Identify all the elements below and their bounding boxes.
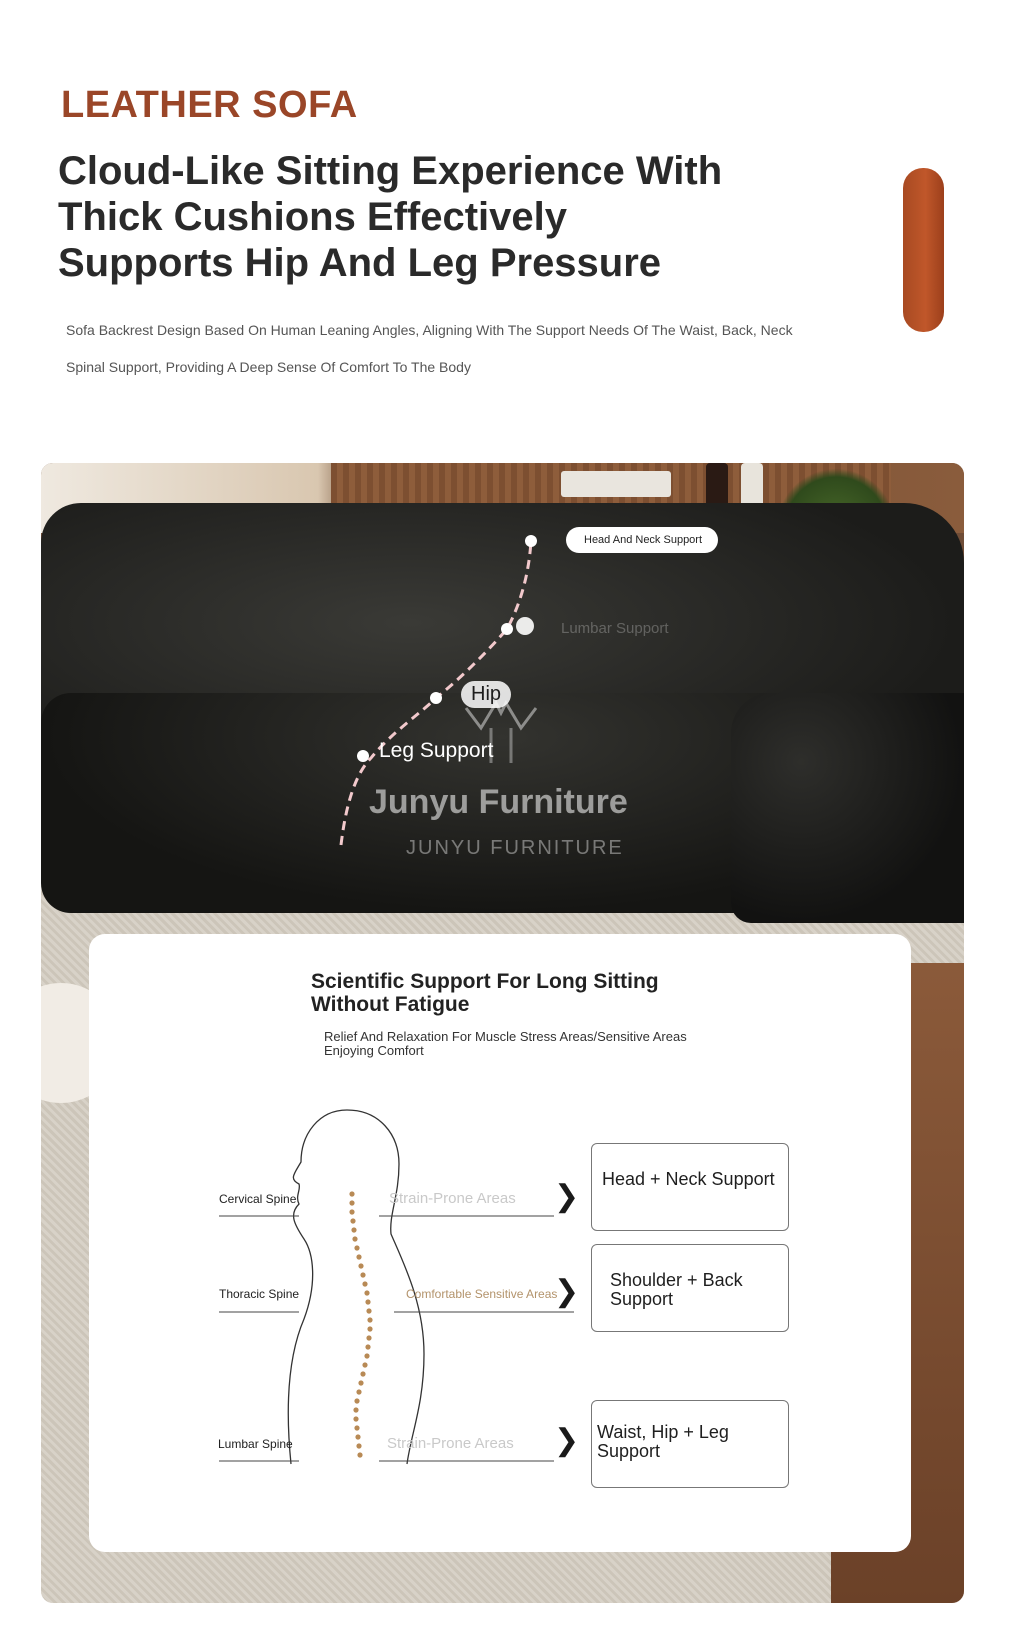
support-point bbox=[516, 617, 534, 635]
category-label: LEATHER SOFA bbox=[61, 84, 358, 126]
strain-prone-label: Strain-Prone Areas bbox=[387, 1435, 514, 1452]
card-subtitle: Relief And Relaxation For Muscle Stress Areas/Sensitive Areas Enjoying Comfort bbox=[324, 1029, 687, 1058]
support-point bbox=[501, 623, 513, 635]
lumbar-spine-label: Lumbar Spine bbox=[218, 1437, 293, 1451]
brand-watermark-sub: JUNYU FURNITURE bbox=[406, 837, 624, 859]
waist-hip-leg-support-box: Waist, Hip + Leg Support bbox=[591, 1400, 789, 1488]
lumbar-label: Lumbar Support bbox=[561, 620, 669, 637]
brand-watermark: Junyu Furniture bbox=[369, 783, 628, 821]
chevron-right-icon: ❯ bbox=[554, 1275, 580, 1308]
chevron-right-icon: ❯ bbox=[554, 1424, 580, 1457]
accent-pill bbox=[903, 168, 944, 332]
head-neck-label: Head And Neck Support bbox=[566, 527, 718, 553]
support-point bbox=[430, 692, 442, 704]
card-title: Scientific Support For Long Sitting Without Fatigue bbox=[311, 970, 659, 1016]
leg-support-label: Leg Support bbox=[379, 739, 494, 762]
description-line-1: Sofa Backrest Design Based On Human Leaning Angles, Aligning With The Support Needs Of The Waist, Back, Neck bbox=[66, 322, 793, 338]
spine-dots bbox=[349, 1191, 372, 1457]
comfortable-sensitive-label: Comfortable Sensitive Areas bbox=[406, 1287, 558, 1301]
chevron-right-icon: ❯ bbox=[554, 1180, 580, 1213]
hip-label: Hip bbox=[461, 681, 511, 708]
head-neck-support-box: Head + Neck Support bbox=[591, 1143, 789, 1231]
thoracic-spine-label: Thoracic Spine bbox=[219, 1287, 300, 1301]
headline: Cloud-Like Sitting Experience With Thick Cushions Effectively Supports Hip And Leg Pressure bbox=[58, 149, 723, 285]
strain-prone-label: Strain-Prone Areas bbox=[389, 1190, 516, 1207]
cervical-spine-label: Cervical Spine bbox=[219, 1192, 297, 1206]
support-card bbox=[89, 934, 911, 1552]
shoulder-back-support-box: Shoulder + Back Support bbox=[591, 1244, 789, 1332]
description-line-2: Spinal Support, Providing A Deep Sense Of Comfort To The Body bbox=[66, 359, 471, 375]
support-point bbox=[357, 750, 369, 762]
support-point bbox=[525, 535, 537, 547]
